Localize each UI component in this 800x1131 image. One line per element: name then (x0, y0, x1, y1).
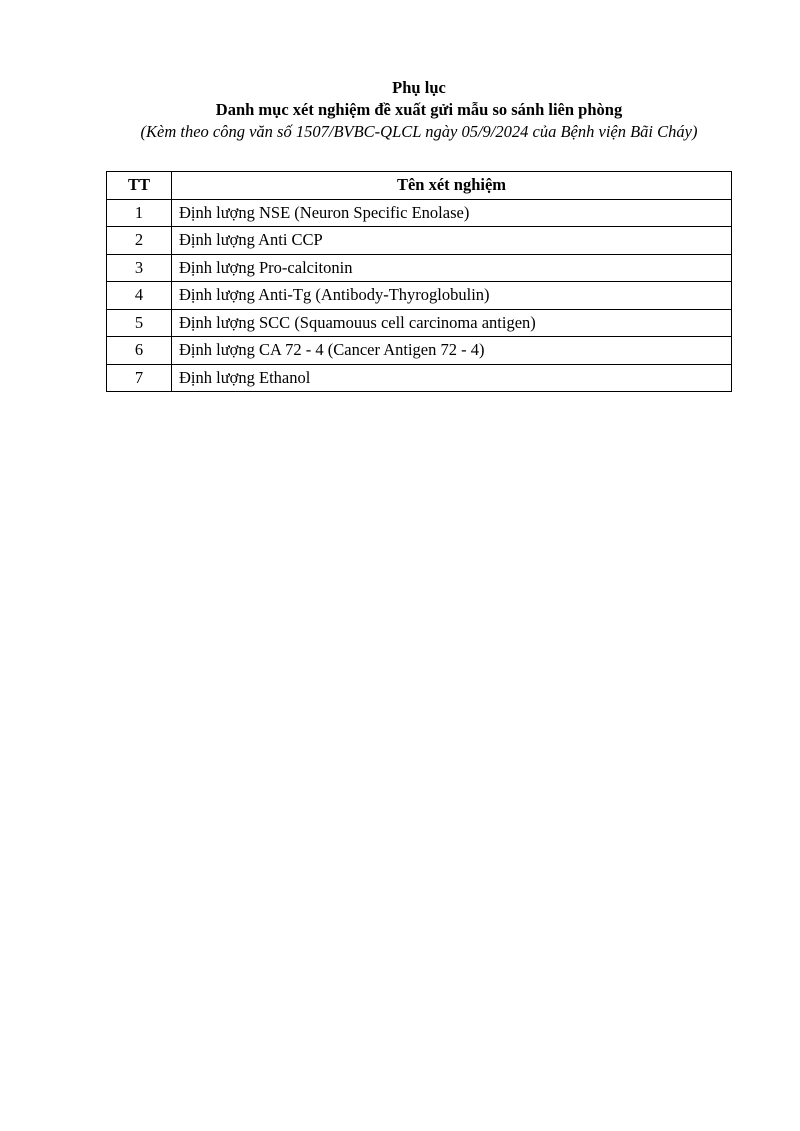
test-name-cell: Định lượng Anti CCP (172, 227, 732, 255)
table-row (107, 364, 732, 392)
row-number-cell: 2 (107, 227, 172, 255)
table-row (107, 199, 732, 227)
column-header-test-name: Tên xét nghiệm (172, 172, 732, 200)
table-row (107, 254, 732, 282)
column-header-tt: TT (107, 172, 172, 200)
document-header (0, 77, 800, 143)
row-number-cell: 4 (107, 282, 172, 310)
table-header-row (107, 172, 732, 200)
test-name-cell: Định lượng SCC (Squamouus cell carcinoma antigen) (172, 309, 732, 337)
test-name-cell: Định lượng CA 72 - 4 (Cancer Antigen 72 - 4) (172, 337, 732, 365)
test-list-table (106, 171, 732, 392)
table-row (107, 309, 732, 337)
appendix-heading: Phụ lục (392, 78, 446, 97)
test-name-cell: Định lượng Pro-calcitonin (172, 254, 732, 282)
table-row (107, 337, 732, 365)
row-number-cell: 7 (107, 364, 172, 392)
row-number-cell: 6 (107, 337, 172, 365)
test-name-cell: Định lượng Ethanol (172, 364, 732, 392)
table-row (107, 282, 732, 310)
row-number-cell: 5 (107, 309, 172, 337)
test-name-cell: Định lượng Anti-Tg (Antibody-Thyroglobulin) (172, 282, 732, 310)
row-number-cell: 3 (107, 254, 172, 282)
table-row (107, 227, 732, 255)
row-number-cell: 1 (107, 199, 172, 227)
test-name-cell: Định lượng NSE (Neuron Specific Enolase) (172, 199, 732, 227)
document-title: Danh mục xét nghiệm đề xuất gửi mẫu so sánh liên phòng (215, 100, 623, 119)
document-subtitle: (Kèm theo công văn số 1507/BVBC-QLCL ngày 05/9/2024 của Bệnh viện Bãi Cháy) (140, 122, 698, 141)
